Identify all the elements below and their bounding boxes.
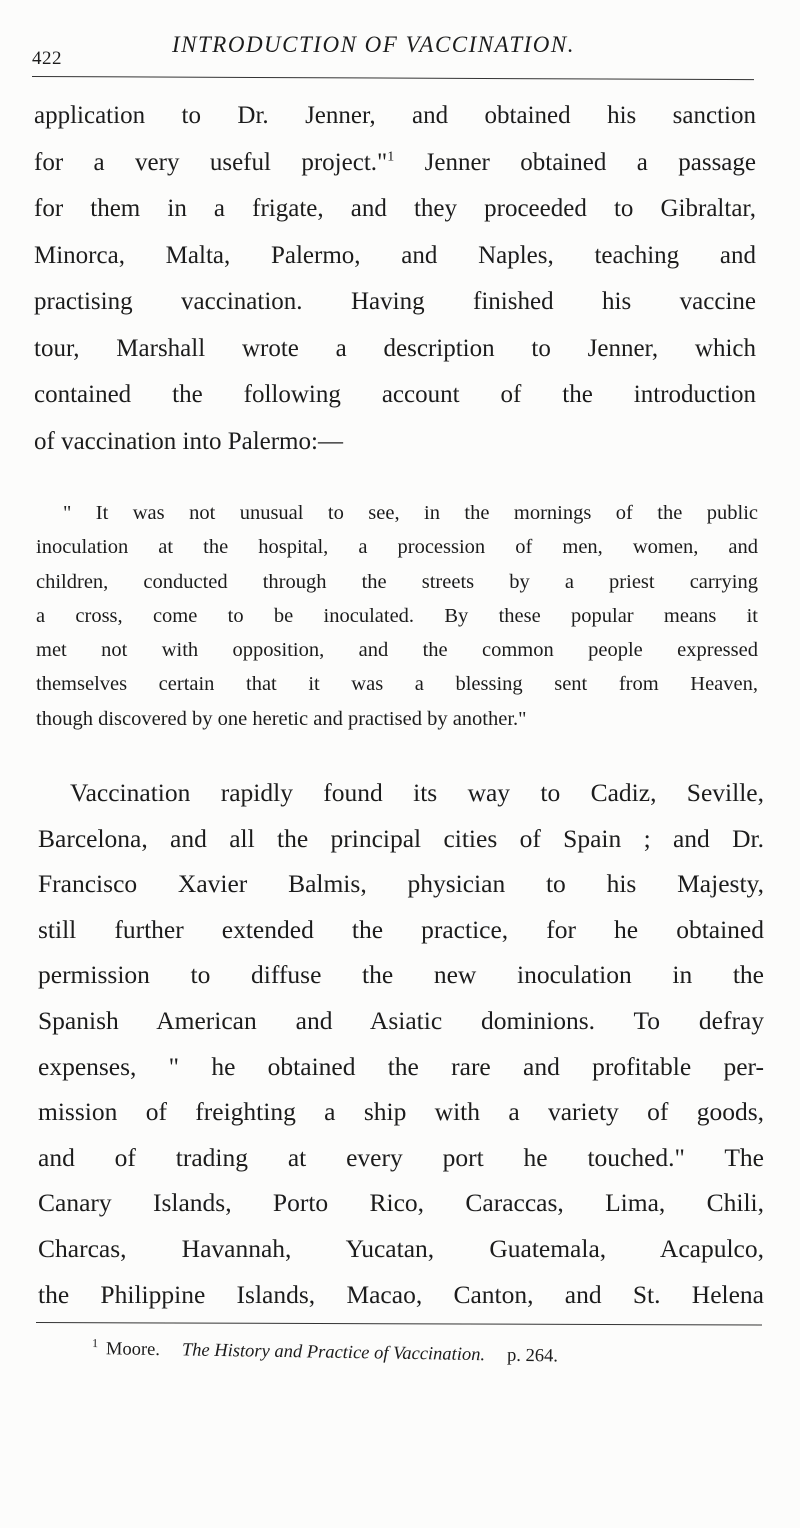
text-line: permission to diffuse the new inoculation in the (38, 960, 764, 990)
text-line: Barcelona, and all the principal cities of Spain ; and Dr. (38, 823, 764, 853)
footnote-author: Moore. (105, 1339, 161, 1361)
text-fragment: for a very useful project." (34, 148, 388, 176)
running-title: INTRODUCTION OF VACCINATION. (172, 32, 575, 57)
quote-line: inoculation at the hospital, a procession of men, women, and (36, 536, 758, 559)
running-head (32, 28, 762, 68)
text-line: Francisco Xavier Balmis, physician to his Majesty, (38, 869, 764, 899)
text-line: practising vaccination. Having finished his vaccine (34, 288, 756, 315)
quote-line: though discovered by one heretic and practised by another." (36, 707, 527, 730)
block-quote (36, 496, 758, 736)
text-line (34, 140, 756, 187)
quote-line: met not with opposition, and the common people expressed (36, 639, 758, 662)
text-line: and of trading at every port he touched." The (38, 1142, 764, 1172)
quote-line: " It was not unusual to see, in the mornings of the public (63, 502, 758, 524)
footnote-page: p. 264. (506, 1345, 559, 1367)
text-line: Vaccination rapidly found its way to Cadiz, Seville, (70, 778, 764, 807)
text-line: mission of freighting a ship with a variety of goods, (38, 1097, 764, 1127)
text-line: Canary Islands, Porto Rico, Caraccas, Lima, Chili, (38, 1188, 764, 1218)
text-line: Charcas, Havannah, Yucatan, Guatemala, Acapulco, (38, 1233, 764, 1263)
page-number: 422 (32, 48, 62, 69)
text-line: application to Dr. Jenner, and obtained his sanction (34, 102, 756, 129)
quote-line: a cross, come to be inoculated. By these popular means it (36, 604, 758, 627)
header-rule (32, 76, 754, 80)
text-line: Minorca, Malta, Palermo, and Naples, teaching and (34, 241, 756, 269)
quote-line: themselves certain that it was a blessing sent from Heaven, (36, 673, 758, 696)
text-line: tour, Marshall wrote a description to Jenner, which (34, 334, 756, 362)
footnote-rule (36, 1322, 762, 1326)
text-line: of vaccination into Palermo:— (34, 427, 343, 455)
text-line: for them in a frigate, and they proceeded to Gibraltar, (34, 195, 756, 222)
text-line: the Philippine Islands, Macao, Canton, and St. Helena (38, 1279, 764, 1309)
footnote (92, 1336, 558, 1367)
footnote-reference: 1 (387, 149, 395, 165)
text-line: Spanish American and Asiatic dominions. To defray (38, 1005, 764, 1035)
text-line: still further extended the practice, for he obtained (38, 914, 764, 944)
text-line: contained the following account of the introduction (34, 381, 756, 408)
footnote-mark: 1 (91, 1336, 99, 1351)
paragraph-2 (38, 770, 764, 1317)
paragraph-1 (34, 93, 756, 465)
text-fragment: Jenner obtained a passage (424, 148, 756, 176)
quote-line: children, conducted through the streets by a priest carrying (36, 570, 758, 593)
footnote-book-title: The History and Practice of Vaccination. (181, 1340, 486, 1366)
text-line: expenses, " he obtained the rare and profitable per- (38, 1051, 764, 1081)
